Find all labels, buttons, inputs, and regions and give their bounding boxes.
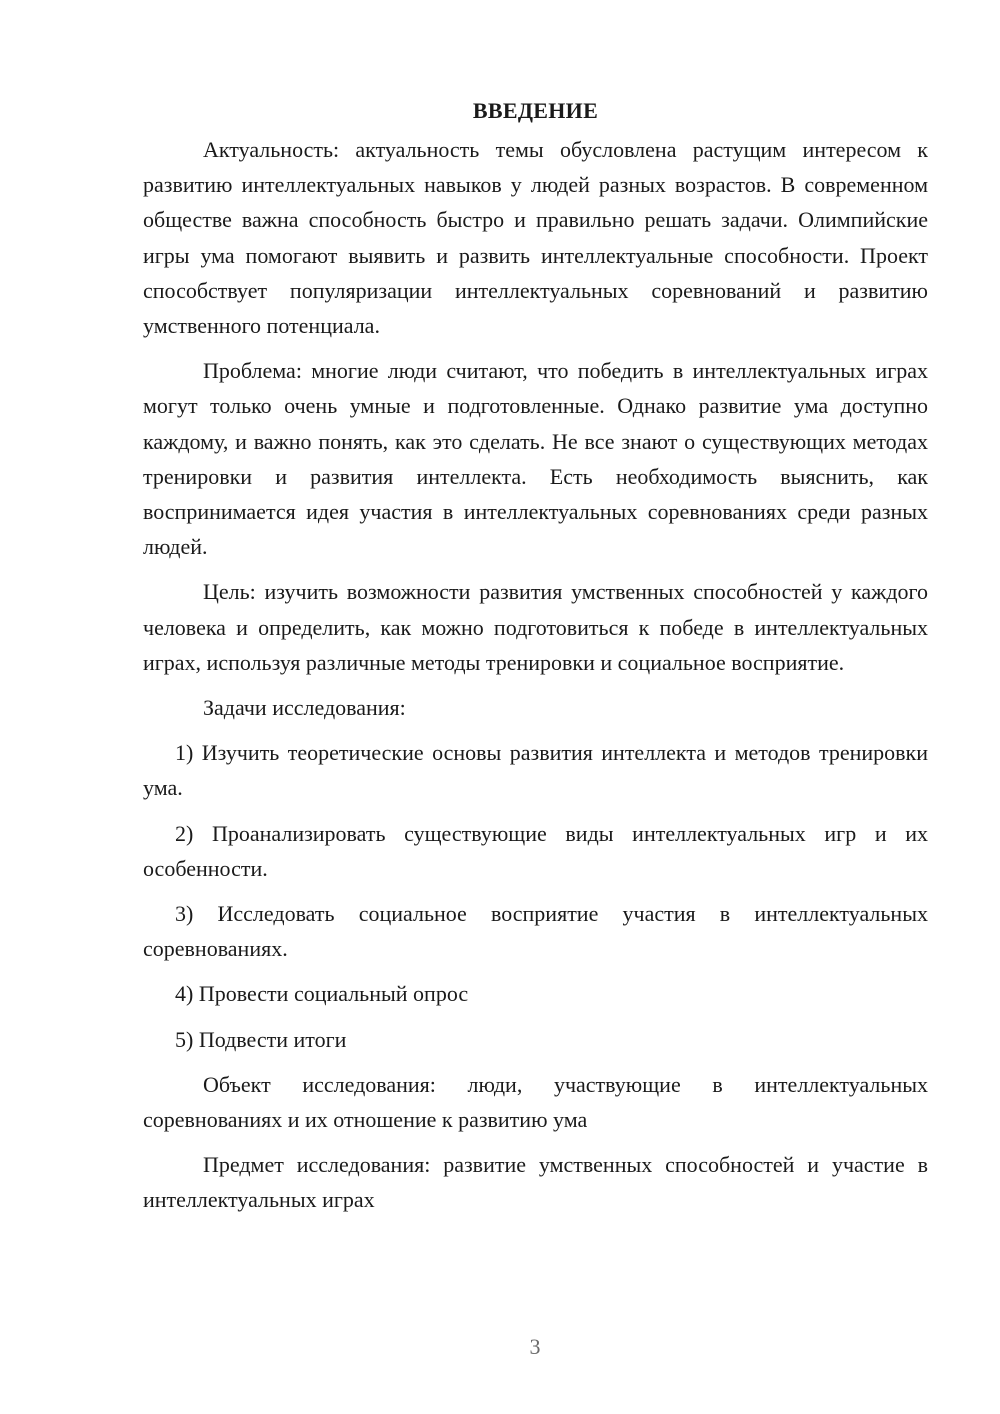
page-number: 3	[529, 1334, 541, 1359]
task-item-1: 1) Изучить теоретические основы развития интеллекта и методов тренировки ума.	[143, 740, 928, 801]
relevance-paragraph: Актуальность: актуальность темы обусловлена растущим интересом к развитию интеллектуальных навыков у людей разных возрастов. В современном обществе важна способность быстро и правильно решать задачи. Олимпийские игры ума помогают выявить и развить интеллектуальные способности. Проект способствует популяризации интеллектуальных соревнований и развитию умственного потенциала.	[143, 137, 928, 339]
goal-paragraph: Цель: изучить возможности развития умственных способностей у каждого человека и определить, как можно подготовиться к победе в интеллектуальных играх, используя различные методы тренировки и социальное восприятие.	[143, 579, 928, 675]
document-page	[143, 93, 928, 1228]
subject-paragraph: Предмет исследования: развитие умственных способностей и участие в интеллектуальных играх	[143, 1152, 928, 1213]
object-paragraph: Объект исследования: люди, участвующие в интеллектуальных соревнованиях и их отношение к развитию ума	[143, 1071, 928, 1133]
task-item-3: 3) Исследовать социальное восприятие участия в интеллектуальных соревнованиях.	[143, 901, 928, 962]
problem-paragraph: Проблема: многие люди считают, что победить в интеллектуальных играх могут только очень умные и подготовленные. Однако развитие ума доступно каждому, и важно понять, как это сделать. Не все знают о существующих методах тренировки и развития интеллекта. Есть необходимость выяснить, как воспринимается идея участия в интеллектуальных соревнованиях среди разных людей.	[143, 358, 928, 560]
task-item-2: 2) Проанализировать существующие виды интеллектуальных игр и их особенности.	[143, 820, 928, 881]
task-item-5: 5) Подвести итоги	[175, 1026, 347, 1052]
tasks-heading: Задачи исследования:	[203, 695, 406, 721]
page-title: ВВЕДЕНИЕ	[472, 98, 599, 123]
task-item-4: 4) Провести социальный опрос	[175, 981, 469, 1007]
